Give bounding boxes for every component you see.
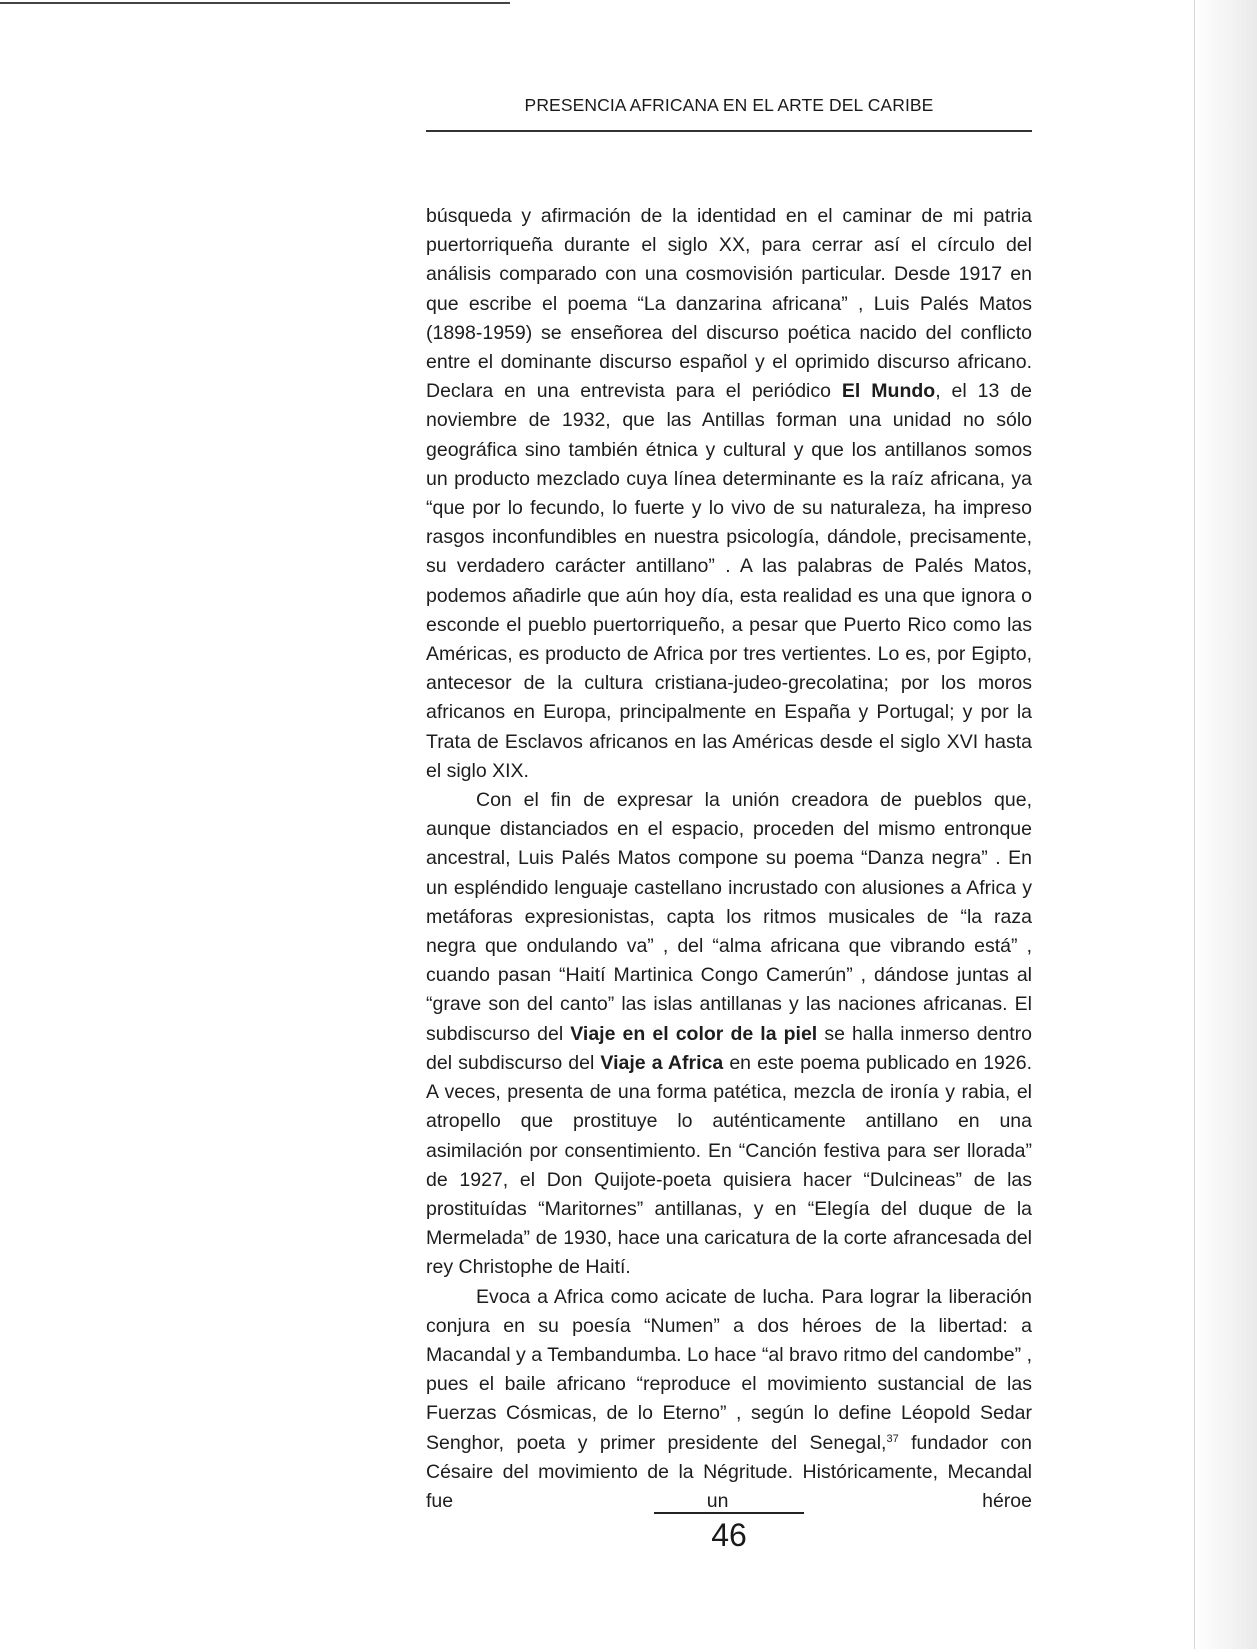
subdiscourse-title-1: Viaje en el color de la piel [570, 1022, 818, 1045]
paragraph-2-text-mid: se halla inmerso dentro del subdiscurso del [426, 1022, 1032, 1074]
scan-page-edge [1193, 0, 1257, 1649]
page-number: 46 [711, 1517, 747, 1553]
paragraph-3-text-end: fundador con Césaire del movimiento de la Négritude. Históricamente, Mecandal fue un héroe [426, 1431, 1032, 1512]
paragraph-2-text: Con el fin de expresar la unión creadora de pueblos que, aunque distanciados en el espacio, proceden del mismo entronque ancestral, Luis Palés Matos compone su poema “Danza negra” . En un espléndido lenguaje castellano incrustado con alusiones a Africa y metáforas expresionistas, capta los ritmos musicales de “la raza negra que ondulando va” , del “alma africana que vibrando está” , cuando pasan “Haití Martinica Congo Camerún” , dándose juntas al “grave son del canto” las islas antillanas y las naciones africanas. El subdiscurso del [426, 789, 1032, 1045]
body-text [426, 202, 1032, 1516]
paragraph-1-text: búsqueda y afirmación de la identidad en el caminar de mi patria puertorriqueña durante el siglo XX, para cerrar así el círculo del análisis comparado con una cosmovisión particular. Desde 1917 en que escribe el poema “La danzarina africana” , Luis Palés Matos (1898-1959) se enseñorea del discurso poética nacido del conflicto entre el dominante discurso español y el oprimido discurso africano. Declara en una entrevista para el periódico [426, 205, 1032, 403]
paragraph-3 [426, 1283, 1032, 1517]
subdiscourse-title-2: Viaje a Africa [600, 1051, 724, 1074]
running-header: PRESENCIA AFRICANA EN EL ARTE DEL CARIBE [524, 95, 934, 115]
paragraph-1 [426, 202, 1032, 786]
paragraph-1-text-end: , el 13 de noviembre de 1932, que las Antillas forman una unidad no sólo geográfica sino también étnica y cultural y que los antillanos somos un producto mezclado cuya línea determinante es la raíz africana, ya “que por lo fecundo, lo fuerte y lo vivo de su naturaleza, ha impreso rasgos inconfundibles en nuestra psicología, dándole, precisamente, su verdadero carácter antillano” . A las palabras de Palés Matos, podemos añadirle que aún hoy día, esta realidad es una que ignora o esconde el pueblo puertorriqueño, a pesar que Puerto Rico como las Américas, es producto de Africa por tres vertientes. Lo es, por Egipto, antecesor de la cultura cristiana-judeo-grecolatina; por los moros africanos en Europa, principalmente en España y Portugal; y por la Trata de Esclavos africanos en las Américas desde el siglo XVI hasta el siglo XIX. [426, 380, 1032, 782]
newspaper-title: El Mundo [841, 380, 936, 403]
scan-page-edge-line [1194, 0, 1195, 1649]
paragraph-2 [426, 786, 1032, 1282]
paragraph-2-text-end: en este poema publicado en 1926. A veces, presenta de una forma patética, mezcla de ironía y rabia, el atropello que prostituye lo auténticamente antillano en una asimilación por consentimiento. En “Canción festiva para ser llorada” de 1927, el Don Quijote-poeta quisiera hacer “Dulcineas” de las prostituídas “Maritornes” antillanas, y en “Elegía del duque de la Mermelada” de 1930, hace una caricatura de la corte afrancesada del rey Christophe de Haití. [426, 1051, 1032, 1279]
header-rule [426, 130, 1032, 132]
paragraph-3-text: Evoca a Africa como acicate de lucha. Para lograr la liberación conjura en su poesía “Numen” a dos héroes de la libertad: a Macandal y a Tembandumba. Lo hace “al bravo ritmo del candombe” , pues el baile africano “reproduce el movimiento sustancial de las Fuerzas Cósmicas, de lo Eterno” , según lo define Léopold Sedar Senghor, poeta y primer presidente del Senegal, [426, 1285, 1032, 1454]
footer-rule [654, 1512, 804, 1514]
scan-top-line [0, 2, 510, 4]
footnote-marker: 37 [886, 1432, 899, 1445]
